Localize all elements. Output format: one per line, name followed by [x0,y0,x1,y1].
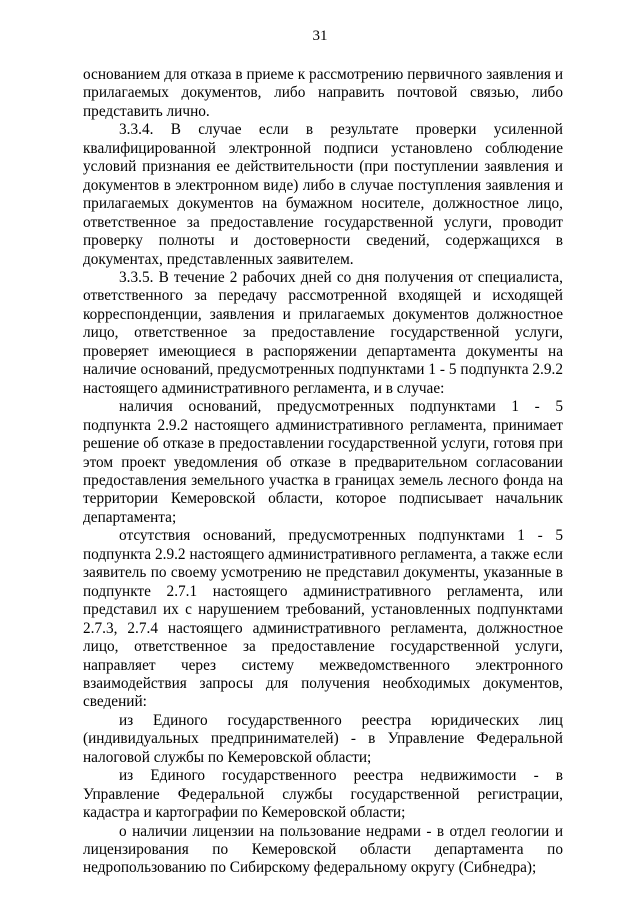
paragraph-3-3-5: 3.3.5. В течение 2 рабочих дней со дня получения от специалиста, ответственного за передачу рассмотренной входящей и исходящей корреспонденции, заявления и прилагаемых документов должностное лицо, ответственное за предоставление государственной услуги, проверяет имеющиеся в распоряжении департамента документы на наличие оснований, предусмотренных подпунктами 1 - 5 подпункта 2.9.2 настоящего административного регламента, и в случае: [83,268,563,397]
page-number: 31 [312,28,328,44]
paragraph-request-rosreestr: из Единого государственного реестра недвижимости - в Управление Федеральной службы государственной регистрации, кадастра и картографии по Кемеровской области; [83,767,563,822]
paragraph-3-3-4: 3.3.4. В случае если в результате проверки усиленной квалифицированной электронной подписи установлено соблюдение условий признания ее действительности (при поступлении заявления и документов в электронном виде) либо в случае поступления заявления и прилагаемых документов на бумажном носителе, должностное лицо, ответственное за предоставление государственной услуги, проводит проверку полноты и достоверности сведений, содержащихся в документах, представленных заявителем. [83,121,563,268]
document-body [83,66,563,878]
paragraph-request-tax-service: из Единого государственного реестра юридических лиц (индивидуальных предпринимателей) - в Управление Федеральной налоговой службы по Кемеровской области; [83,711,563,766]
paragraph-continuation: основанием для отказа в приеме к рассмотрению первичного заявления и прилагаемых документов, либо направить почтовой связью, либо представить лично. [83,66,563,120]
paragraph-grounds-absent: отсутствия оснований, предусмотренных подпунктами 1 - 5 подпункта 2.9.2 настоящего административного регламента, а также если заявитель по своему усмотрению не представил документы, указанные в подпункте 2.7.1 настоящего административного регламента, или представил их с нарушением требований, установленных подпунктами 2.7.3, 2.7.4 настоящего административного регламента, должностное лицо, ответственное за предоставление государственной услуги, направляет через систему межведомственного электронного взаимодействия запросы для получения необходимых документов, сведений: [83,527,563,711]
paragraph-request-sibnedra: о наличии лицензии на пользование недрами - в отдел геологии и лицензирования по Кемеровской области департамента по недропользованию по Сибирскому федеральному округу (Сибнедра); [83,822,563,877]
paragraph-grounds-present: наличия оснований, предусмотренных подпунктами 1 - 5 подпункта 2.9.2 настоящего административного регламента, принимает решение об отказе в предоставлении государственной услуги, готовя при этом проект уведомления об отказе в предварительном согласовании предоставления земельного участка в границах земель лесного фонда на территории Кемеровской области, которое подписывает начальник департамента; [83,398,563,526]
